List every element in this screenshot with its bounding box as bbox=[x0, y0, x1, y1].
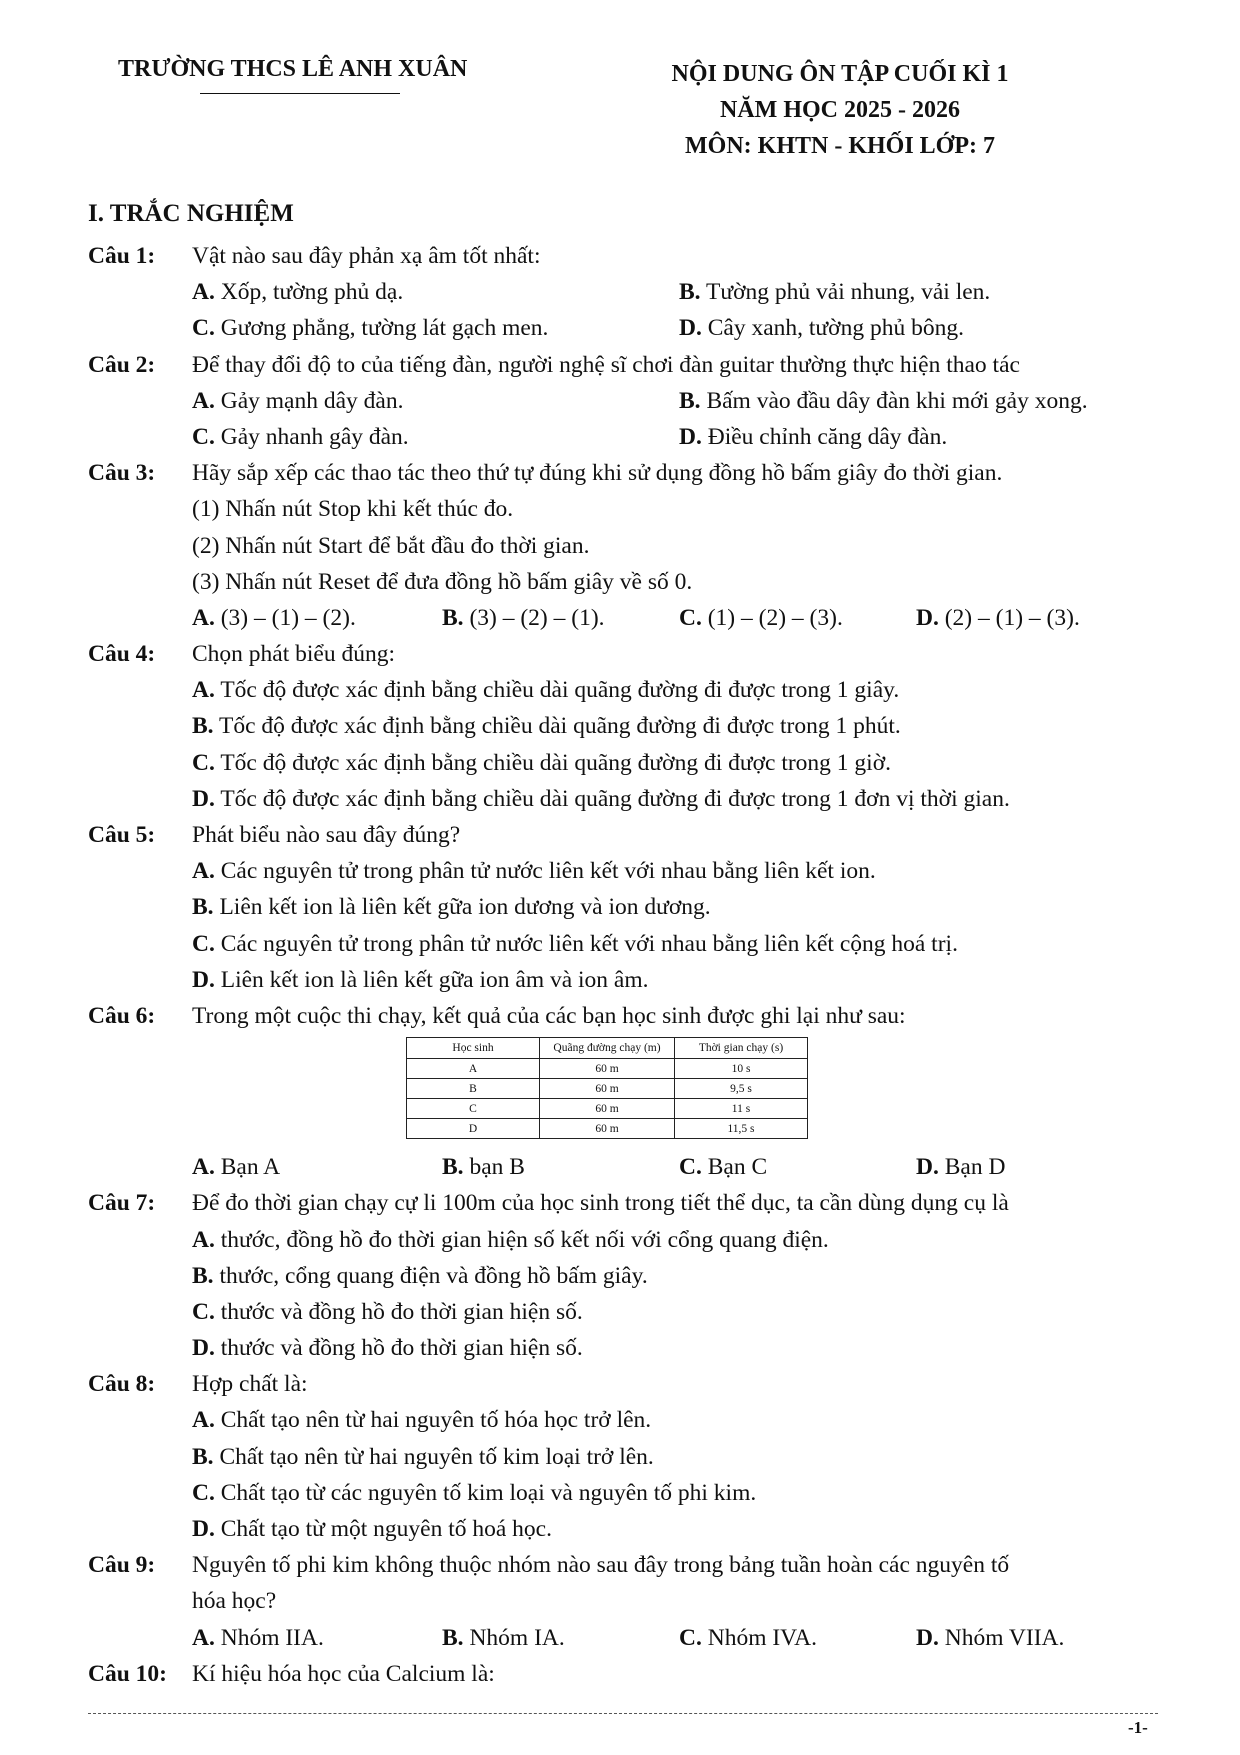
question-2 bbox=[88, 347, 1168, 456]
table-cell: B bbox=[407, 1079, 540, 1099]
option-c: C. Bạn C bbox=[679, 1154, 768, 1181]
option-a: A. Các nguyên tử trong phân tử nước liên kết với nhau bằng liên kết ion. bbox=[192, 858, 876, 885]
option-c: C. thước và đồng hồ đo thời gian hiện số. bbox=[192, 1298, 583, 1325]
option-a: A. Chất tạo nên từ hai nguyên tố hóa học trở lên. bbox=[192, 1407, 652, 1434]
option-a: A. (3) – (1) – (2). bbox=[192, 604, 356, 631]
table-row bbox=[407, 1099, 808, 1119]
option-d: D. Tốc độ được xác định bằng chiều dài quãng đường đi được trong 1 đơn vị thời gian. bbox=[192, 785, 1010, 812]
question-6 bbox=[88, 998, 1168, 1185]
table-row bbox=[407, 1119, 808, 1139]
question-text: Để thay đổi độ to của tiếng đàn, người nghệ sĩ chơi đàn guitar thường thực hiện thao tác bbox=[192, 351, 1020, 378]
question-text: Để đo thời gian chạy cự li 100m của học sinh trong tiết thể dục, ta cần dùng dụng cụ là bbox=[192, 1190, 1009, 1217]
question-5 bbox=[88, 817, 1168, 998]
option-c: C. Tốc độ được xác định bằng chiều dài quãng đường đi được trong 1 giờ. bbox=[192, 749, 892, 776]
option-a: A. Nhóm IIA. bbox=[192, 1624, 324, 1651]
question-text: Hãy sắp xếp các thao tác theo thứ tự đúng khi sử dụng đồng hồ bấm giây đo thời gian. bbox=[192, 460, 1003, 487]
question-label: Câu 8: bbox=[88, 1371, 156, 1398]
option-b: B. thước, cổng quang điện và đồng hồ bấm giây. bbox=[192, 1262, 648, 1289]
option-d: D. Chất tạo từ một nguyên tố hoá học. bbox=[192, 1516, 552, 1542]
question-label: Câu 10: bbox=[88, 1660, 167, 1687]
option-c: C. Gảy nhanh gây đàn. bbox=[192, 423, 409, 450]
question-label: Câu 5: bbox=[88, 822, 156, 848]
document-header bbox=[0, 56, 1240, 171]
option-d: D. Cây xanh, tường phủ bông. bbox=[679, 315, 964, 342]
question-7 bbox=[88, 1185, 1168, 1366]
question-8 bbox=[88, 1366, 1168, 1547]
option-a: A. Xốp, tường phủ dạ. bbox=[192, 279, 404, 306]
step-line-1: (1) Nhấn nút Stop khi kết thúc đo. bbox=[192, 496, 514, 523]
table-row bbox=[407, 1079, 808, 1099]
table-row bbox=[407, 1059, 808, 1079]
question-10 bbox=[88, 1656, 1168, 1692]
table-header-cell: Học sinh bbox=[407, 1038, 540, 1059]
question-label: Câu 2: bbox=[88, 351, 156, 378]
school-name: TRƯỜNG THCS LÊ ANH XUÂN bbox=[118, 56, 468, 82]
question-label: Câu 6: bbox=[88, 1002, 156, 1029]
option-c: C. Nhóm IVA. bbox=[679, 1624, 817, 1651]
table-cell: 10 s bbox=[675, 1059, 808, 1079]
option-a: A. Gảy mạnh dây đàn. bbox=[192, 387, 404, 414]
option-b: B. Tốc độ được xác định bằng chiều dài quãng đường đi được trong 1 phút. bbox=[192, 713, 901, 740]
question-1 bbox=[88, 238, 1168, 347]
option-a: A. Tốc độ được xác định bằng chiều dài quãng đường đi được trong 1 giây. bbox=[192, 677, 900, 704]
option-b: B. (3) – (2) – (1). bbox=[442, 604, 605, 631]
table-cell: D bbox=[407, 1119, 540, 1139]
table-cell: C bbox=[407, 1099, 540, 1119]
option-c: C. Các nguyên tử trong phân tử nước liên kết với nhau bằng liên kết cộng hoá trị. bbox=[192, 930, 958, 957]
question-text: Nguyên tố phi kim không thuộc nhóm nào sau đây trong bảng tuần hoàn các nguyên tố bbox=[192, 1552, 1010, 1579]
question-text: Trong một cuộc thi chạy, kết quả của các bạn học sinh được ghi lại như sau: bbox=[192, 1002, 906, 1029]
option-c: C. (1) – (2) – (3). bbox=[679, 604, 843, 631]
question-list bbox=[88, 238, 1168, 1692]
table-cell: 11 s bbox=[675, 1099, 808, 1119]
question-4 bbox=[88, 636, 1168, 817]
option-a: A. thước, đồng hồ đo thời gian hiện số kết nối với cổng quang điện. bbox=[192, 1226, 829, 1253]
table-cell: A bbox=[407, 1059, 540, 1079]
option-b: B. Nhóm IA. bbox=[442, 1624, 565, 1651]
footer-divider bbox=[88, 1713, 1158, 1714]
table-header-row bbox=[407, 1038, 808, 1059]
section-title: I. TRẮC NGHIỆM bbox=[88, 200, 294, 227]
question-3 bbox=[88, 455, 1168, 636]
document-title bbox=[600, 56, 1080, 164]
option-d: D. Liên kết ion là liên kết gữa ion âm và ion âm. bbox=[192, 966, 649, 993]
question-label: Câu 3: bbox=[88, 460, 156, 487]
question-text: Hợp chất là: bbox=[192, 1371, 308, 1398]
table-cell: 11,5 s bbox=[675, 1119, 808, 1139]
option-c: C. Chất tạo từ các nguyên tố kim loại và nguyên tố phi kim. bbox=[192, 1479, 757, 1506]
results-table bbox=[406, 1037, 808, 1139]
question-label: Câu 7: bbox=[88, 1190, 156, 1217]
option-c: C. Gương phẳng, tường lát gạch men. bbox=[192, 315, 549, 342]
option-d: D. (2) – (1) – (3). bbox=[916, 604, 1080, 631]
question-text: Vật nào sau đây phản xạ âm tốt nhất: bbox=[192, 243, 541, 269]
table-cell: 60 m bbox=[540, 1099, 675, 1119]
title-line-2: NĂM HỌC 2025 - 2026 bbox=[720, 97, 960, 123]
table-header-cell: Quãng đường chạy (m) bbox=[540, 1038, 675, 1059]
question-text: Kí hiệu hóa học của Calcium là: bbox=[192, 1660, 495, 1687]
option-a: A. Bạn A bbox=[192, 1154, 281, 1181]
question-label: Câu 4: bbox=[88, 641, 156, 668]
option-d: D. Bạn D bbox=[916, 1154, 1006, 1181]
question-text: Phát biểu nào sau đây đúng? bbox=[192, 822, 461, 848]
question-label: Câu 1: bbox=[88, 243, 156, 269]
option-d: D. thước và đồng hồ đo thời gian hiện số. bbox=[192, 1335, 583, 1362]
option-b: B. Chất tạo nên từ hai nguyên tố kim loại trở lên. bbox=[192, 1443, 654, 1470]
step-line-2: (2) Nhấn nút Start để bắt đầu đo thời gian. bbox=[192, 532, 590, 559]
table-header-cell: Thời gian chạy (s) bbox=[675, 1038, 808, 1059]
table-cell: 60 m bbox=[540, 1119, 675, 1139]
question-label: Câu 9: bbox=[88, 1552, 156, 1579]
option-d: D. Điều chỉnh căng dây đàn. bbox=[679, 423, 948, 450]
option-b: B. bạn B bbox=[442, 1154, 525, 1181]
option-d: D. Nhóm VIIA. bbox=[916, 1624, 1065, 1651]
option-b: B. Tường phủ vải nhung, vải len. bbox=[679, 279, 991, 306]
option-b: B. Bấm vào đầu dây đàn khi mới gảy xong. bbox=[679, 387, 1088, 414]
title-line-1: NỘI DUNG ÔN TẬP CUỐI KÌ 1 bbox=[671, 61, 1009, 87]
table-cell: 60 m bbox=[540, 1079, 675, 1099]
step-line-3: (3) Nhấn nút Reset để đưa đồng hồ bấm giây về số 0. bbox=[192, 568, 693, 595]
option-b: B. Liên kết ion là liên kết gữa ion dương và ion dương. bbox=[192, 894, 711, 921]
title-line-3: MÔN: KHTN - KHỐI LỚP: 7 bbox=[685, 133, 995, 159]
question-text-continued: hóa học? bbox=[192, 1588, 277, 1615]
question-9 bbox=[88, 1547, 1168, 1656]
question-text: Chọn phát biểu đúng: bbox=[192, 641, 395, 668]
school-underline bbox=[200, 93, 400, 94]
table-cell: 60 m bbox=[540, 1059, 675, 1079]
page-number: -1- bbox=[1128, 1718, 1148, 1737]
table-cell: 9,5 s bbox=[675, 1079, 808, 1099]
